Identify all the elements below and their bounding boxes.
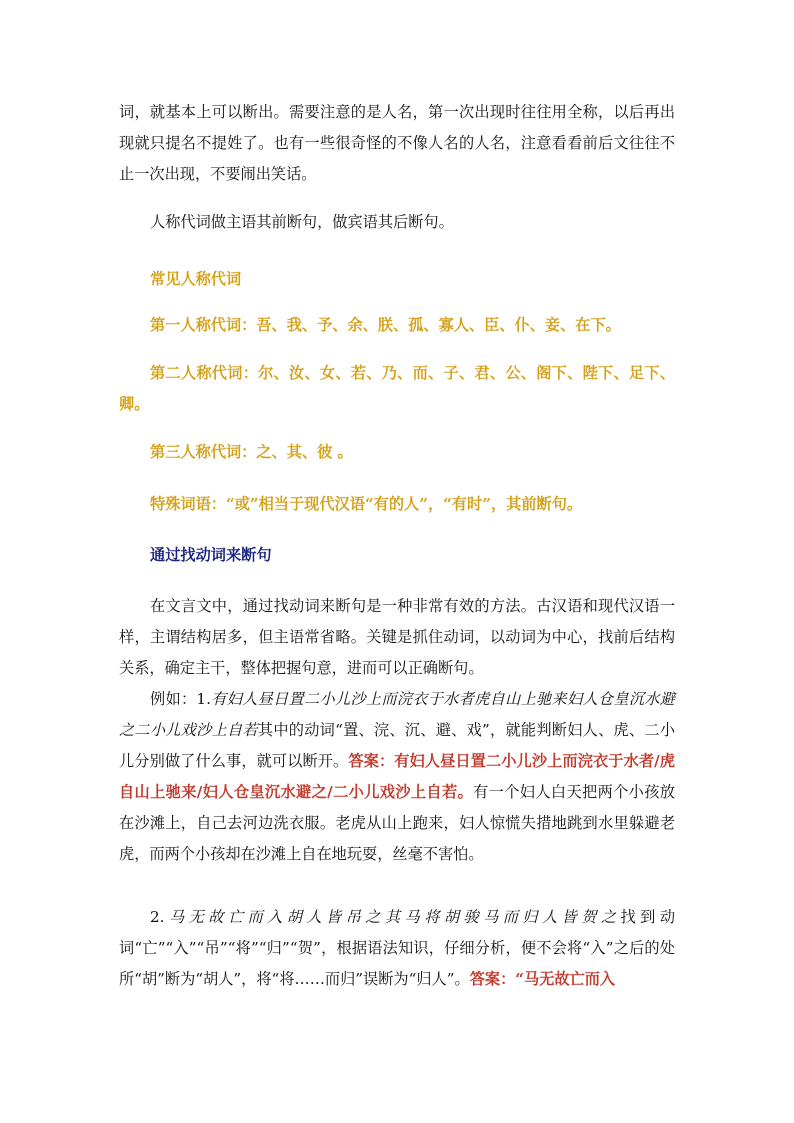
example-2-lead: 2. bbox=[150, 908, 165, 926]
heading-common-pronouns: 常见人称代词 bbox=[150, 270, 242, 288]
example-2-answer: 答案：“马无故亡而入 bbox=[469, 970, 616, 988]
example-1 bbox=[119, 684, 675, 870]
special-words: 特殊词语：“或”相当于现代汉语“有的人”，“有时”，其前断句。 bbox=[150, 495, 583, 513]
example-2-body: 找到动词“亡”“入”“吊”“将”“归”“贺”，根据语法知识，仔细分析，便不会将“入”之后的处所“胡”断为“胡人”，将“将……而归”误断为“归人”。 bbox=[119, 908, 676, 988]
second-person-pronouns: 第二人称代词：尔、汝、女、若、乃、而、子、君、公、阁下、陛下、足下、卿。 bbox=[119, 364, 675, 413]
example-2-text: 马无故亡而入胡人皆吊之其马将胡骏马而归人皆贺之 bbox=[164, 908, 621, 926]
heading-find-verbs: 通过找动词来断句 bbox=[150, 546, 272, 564]
example-1-text: 有妇人昼日置二小儿沙上而浣衣于水者虎自山上驰来妇人仓皇沉水避之二小儿戏沙上自若 bbox=[119, 690, 675, 739]
third-person-pronouns: 第三人称代词：之、其、彼 。 bbox=[150, 443, 353, 461]
first-person-pronouns: 第一人称代词：吾、我、予、余、朕、孤、寡人、臣、仆、妾、在下。 bbox=[150, 316, 621, 334]
example-1-lead: 例如：1. bbox=[150, 690, 211, 708]
paragraph-verb-method: 在文言文中，通过找动词来断句是一种非常有效的方法。古汉语和现代汉语一样，主谓结构居多，但主语常省略。关键是抓住动词，以动词为中心，找前后结构关系，确定主干，整体把握句意，进而可以正确断句。 bbox=[119, 597, 675, 677]
paragraph-names: 词，就基本上可以断出。需要注意的是人名，第一次出现时往往用全称，以后再出现就只提名不提姓了。也有一些很奇怪的不像人名的人名，注意看看前后文往往不止一次出现，不要闹出笑话。 bbox=[119, 103, 675, 183]
example-2 bbox=[119, 902, 675, 995]
example-1-answer: 答案：有妇人昼日置二小儿沙上而浣衣于水者/虎自山上驰来/妇人仓皇沉水避之/二小儿戏沙上自若。 bbox=[119, 752, 675, 801]
example-1-body: 其中的动词“置、浣、沉、避、戏”，就能判断妇人、虎、二小儿分别做了什么事，就可以断开。 bbox=[119, 721, 676, 770]
example-1-translation: 有一个妇人白天把两个小孩放在沙滩上，自己去河边洗衣服。老虎从山上跑来，妇人惊慌失措地跳到水里躲避老虎，而两个小孩却在沙滩上自在地玩耍，丝毫不害怕。 bbox=[119, 783, 675, 863]
paragraph-pronoun-rule: 人称代词做主语其前断句，做宾语其后断句。 bbox=[150, 213, 454, 231]
